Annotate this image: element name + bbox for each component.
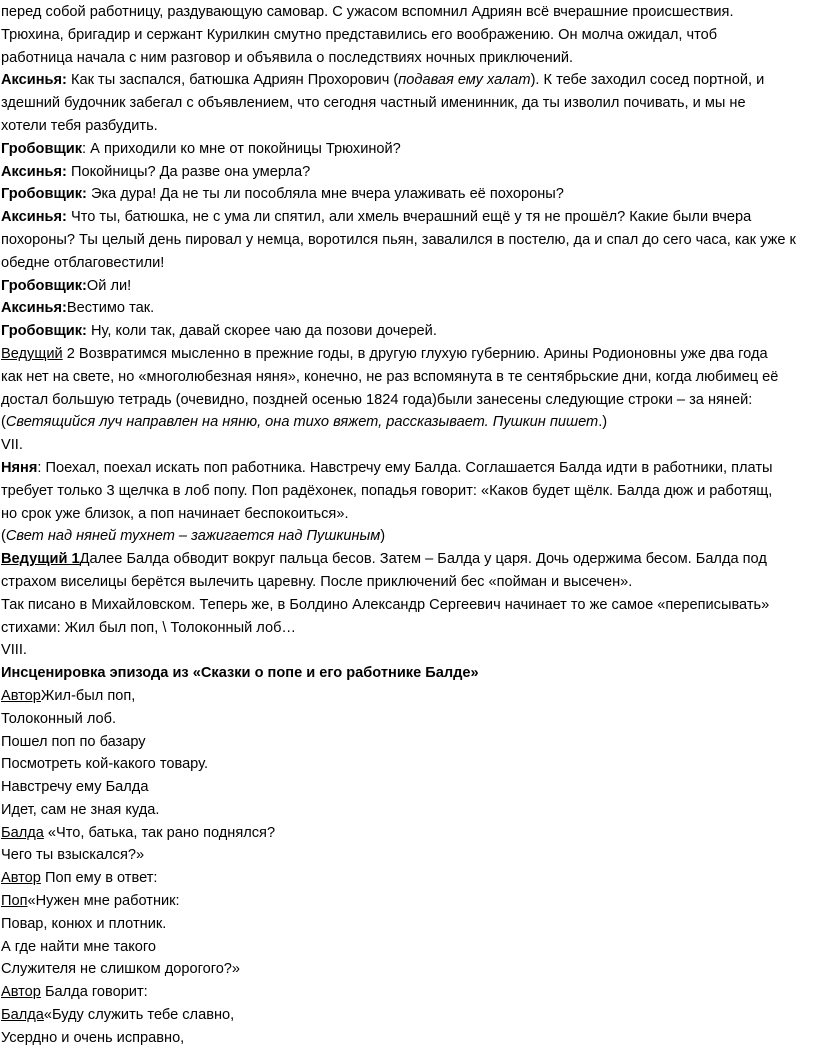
text-run: как нет на свете, но «многолюбезная няня», конечно, не раз вспомянута в те сентябрьские дни, когда любимец её: [1, 368, 779, 385]
stage-direction: Светящийся луч направлен на няню, она тихо вяжет, рассказывает. Пушкин пишет: [5, 414, 599, 431]
text-run: Трюхина, бригадир и сержант Курилкин смутно представились его воображению. Он молча ожидал, чтоб: [1, 26, 718, 43]
text-run: но срок уже близок, а поп начинает беспокоиться».: [1, 505, 349, 522]
text-run: ). К тебе заходил сосед портной, и: [530, 72, 765, 89]
text-run: (: [1, 528, 6, 545]
text-line: [1, 662, 816, 685]
text-run: «Нужен мне работник:: [27, 893, 180, 910]
text-line: [1, 594, 816, 617]
text-run: перед собой работницу, раздувающую самовар. С ужасом вспомнил Адриян всё вчерашние происшествия.: [1, 4, 734, 20]
text-line: [1, 92, 816, 115]
text-run: Автор: [1, 687, 41, 704]
text-line: [1, 753, 816, 776]
text-run: Автор: [1, 870, 41, 887]
text-line: [1, 434, 816, 457]
text-line: [1, 639, 816, 662]
text-run: VIII.: [1, 642, 27, 659]
text-line: [1, 571, 816, 594]
text-run: Чего ты взыскался?»: [1, 847, 145, 864]
text-line: [1, 252, 816, 275]
text-run: 2 Возвратимся мысленно в прежние годы, в другую глухую губернию. Арины Родионовны уже два года: [62, 345, 768, 362]
speaker-label: Гробовщик:: [1, 186, 87, 203]
text-line: [1, 343, 816, 366]
text-line: [1, 913, 816, 936]
text-line: [1, 548, 816, 571]
text-line: [1, 366, 816, 389]
speaker-label: Няня: [1, 459, 38, 476]
text-run: Ведущий: [1, 345, 63, 362]
text-run: Посмотреть кой-какого товару.: [1, 756, 209, 773]
text-run: Вестимо так.: [66, 300, 155, 317]
text-line: [1, 69, 816, 92]
text-line: [1, 206, 816, 229]
text-run: Ну, коли так, давай скорее чаю да позови дочерей.: [86, 323, 437, 340]
text-run: Далее Балда обводит вокруг пальца бесов. Затем – Балда у царя. Дочь одержима бесом. Балда под: [79, 551, 767, 568]
text-run: работница начала с ним разговор и объявила о последствиях ночных приключений.: [1, 49, 574, 66]
text-line: [1, 617, 816, 640]
text-line: [1, 161, 816, 184]
text-line: [1, 24, 816, 47]
text-line: [1, 776, 816, 799]
text-run: Поп: [1, 893, 28, 910]
text-run: Жил-был поп,: [40, 687, 136, 704]
speaker-label: Ведущий 1: [1, 551, 80, 568]
stage-direction: Свет над няней тухнет – зажигается над Пушкиным: [5, 528, 381, 545]
text-line: [1, 457, 816, 480]
text-run: Балда: [1, 1007, 44, 1024]
text-run: Покойницы? Да разве она умерла?: [66, 163, 311, 180]
text-line: [1, 389, 816, 412]
text-line: [1, 936, 816, 959]
text-run: Пошел поп по базару: [1, 733, 146, 750]
text-line: [1, 275, 816, 298]
text-line: [1, 890, 816, 913]
text-run: Что ты, батюшка, не с ума ли спятил, али хмель вчерашний ещё у тя не прошёл? Какие были вчера: [66, 209, 752, 226]
text-run: Служителя не слишком дорогого?»: [1, 961, 241, 978]
text-run: Идет, сам не зная куда.: [1, 801, 160, 818]
text-run: Ой ли!: [86, 277, 132, 294]
text-run: «Буду служить тебе славно,: [43, 1007, 235, 1024]
text-line: [1, 503, 816, 526]
text-line: [1, 525, 816, 548]
text-run: Усердно и очень исправно,: [1, 1029, 185, 1046]
speaker-label: Инсценировка эпизода из «Сказки о попе и его работнике Балде»: [1, 665, 479, 682]
text-line: [1, 708, 816, 731]
text-run: ): [380, 528, 386, 545]
text-line: [1, 1027, 816, 1050]
text-line: [1, 867, 816, 890]
text-run: Повар, конюх и плотник.: [1, 915, 167, 932]
text-line: [1, 1, 816, 24]
text-run: VII.: [1, 437, 23, 454]
text-run: (: [1, 414, 6, 431]
text-line: [1, 183, 816, 206]
text-run: Балда говорит:: [40, 984, 148, 1001]
text-line: [1, 47, 816, 70]
text-run: похороны? Ты целый день пировал у немца, воротился пьян, завалился в постелю, да и спал до сего часа, как уже к: [1, 231, 796, 248]
text-run: Автор: [1, 984, 41, 1001]
speaker-label: Аксинья:: [1, 209, 67, 226]
text-line: [1, 822, 816, 845]
text-line: [1, 297, 816, 320]
speaker-label: Аксинья:: [1, 72, 67, 89]
text-run: достал большую тетрадь (очевидно, поздней осенью 1824 года)были занесены следующие строки – за няней:: [1, 391, 753, 408]
speaker-label: Гробовщик:: [1, 277, 87, 294]
text-run: Балда: [1, 824, 44, 841]
text-line: [1, 320, 816, 343]
text-line: [1, 981, 816, 1004]
text-line: [1, 731, 816, 754]
text-line: [1, 799, 816, 822]
text-line: [1, 480, 816, 503]
text-run: требует только 3 щелчка в лоб попу. Поп радёхонек, попадья говорит: «Каков будет щёлк. Балда дюж и работящ,: [1, 482, 773, 499]
speaker-label: Гробовщик: [1, 140, 83, 157]
text-run: хотели тебя разбудить.: [1, 117, 158, 134]
text-line: [1, 115, 816, 138]
text-run: Толоконный лоб.: [1, 710, 117, 727]
text-run: : Поехал, поехал искать поп работника. Навстречу ему Балда. Соглашается Балда идти в работники, платы: [37, 459, 773, 476]
text-run: Поп ему в ответ:: [40, 870, 158, 887]
speaker-label: Аксинья:: [1, 300, 67, 317]
text-run: Как ты заспался, батюшка Адриян Прохорович (: [66, 72, 399, 89]
text-line: [1, 1004, 816, 1027]
text-run: Эка дура! Да не ты ли пособляла мне вчера улаживать её похороны?: [86, 186, 564, 203]
text-line: [1, 844, 816, 867]
text-run: А где найти мне такого: [1, 938, 157, 955]
text-run: обедне отблаговестили!: [1, 254, 165, 271]
text-run: «Что, батька, так рано поднялся?: [43, 824, 276, 841]
text-run: .): [598, 414, 608, 431]
text-run: стихами: Жил был поп, \ Толоконный лоб…: [1, 619, 297, 636]
text-line: [1, 229, 816, 252]
text-run: здешний будочник забегал с объявлением, что сегодня частный именинник, да ты изволил почивать, и мы не: [1, 95, 746, 112]
text-run: Навстречу ему Балда: [1, 779, 149, 796]
text-run: : А приходили ко мне от покойницы Трюхиной?: [82, 140, 401, 157]
text-line: [1, 138, 816, 161]
speaker-label: Гробовщик:: [1, 323, 87, 340]
text-line: [1, 411, 816, 434]
text-run: страхом виселицы берётся вылечить царевну. После приключений бес «пойман и высечен».: [1, 573, 633, 590]
text-run: Так писано в Михайловском. Теперь же, в Болдино Александр Сергеевич начинает то же самое «переписывать»: [1, 596, 770, 613]
speaker-label: Аксинья:: [1, 163, 67, 180]
stage-direction: подавая ему халат: [398, 72, 531, 89]
text-line: [1, 958, 816, 981]
text-line: [1, 685, 816, 708]
